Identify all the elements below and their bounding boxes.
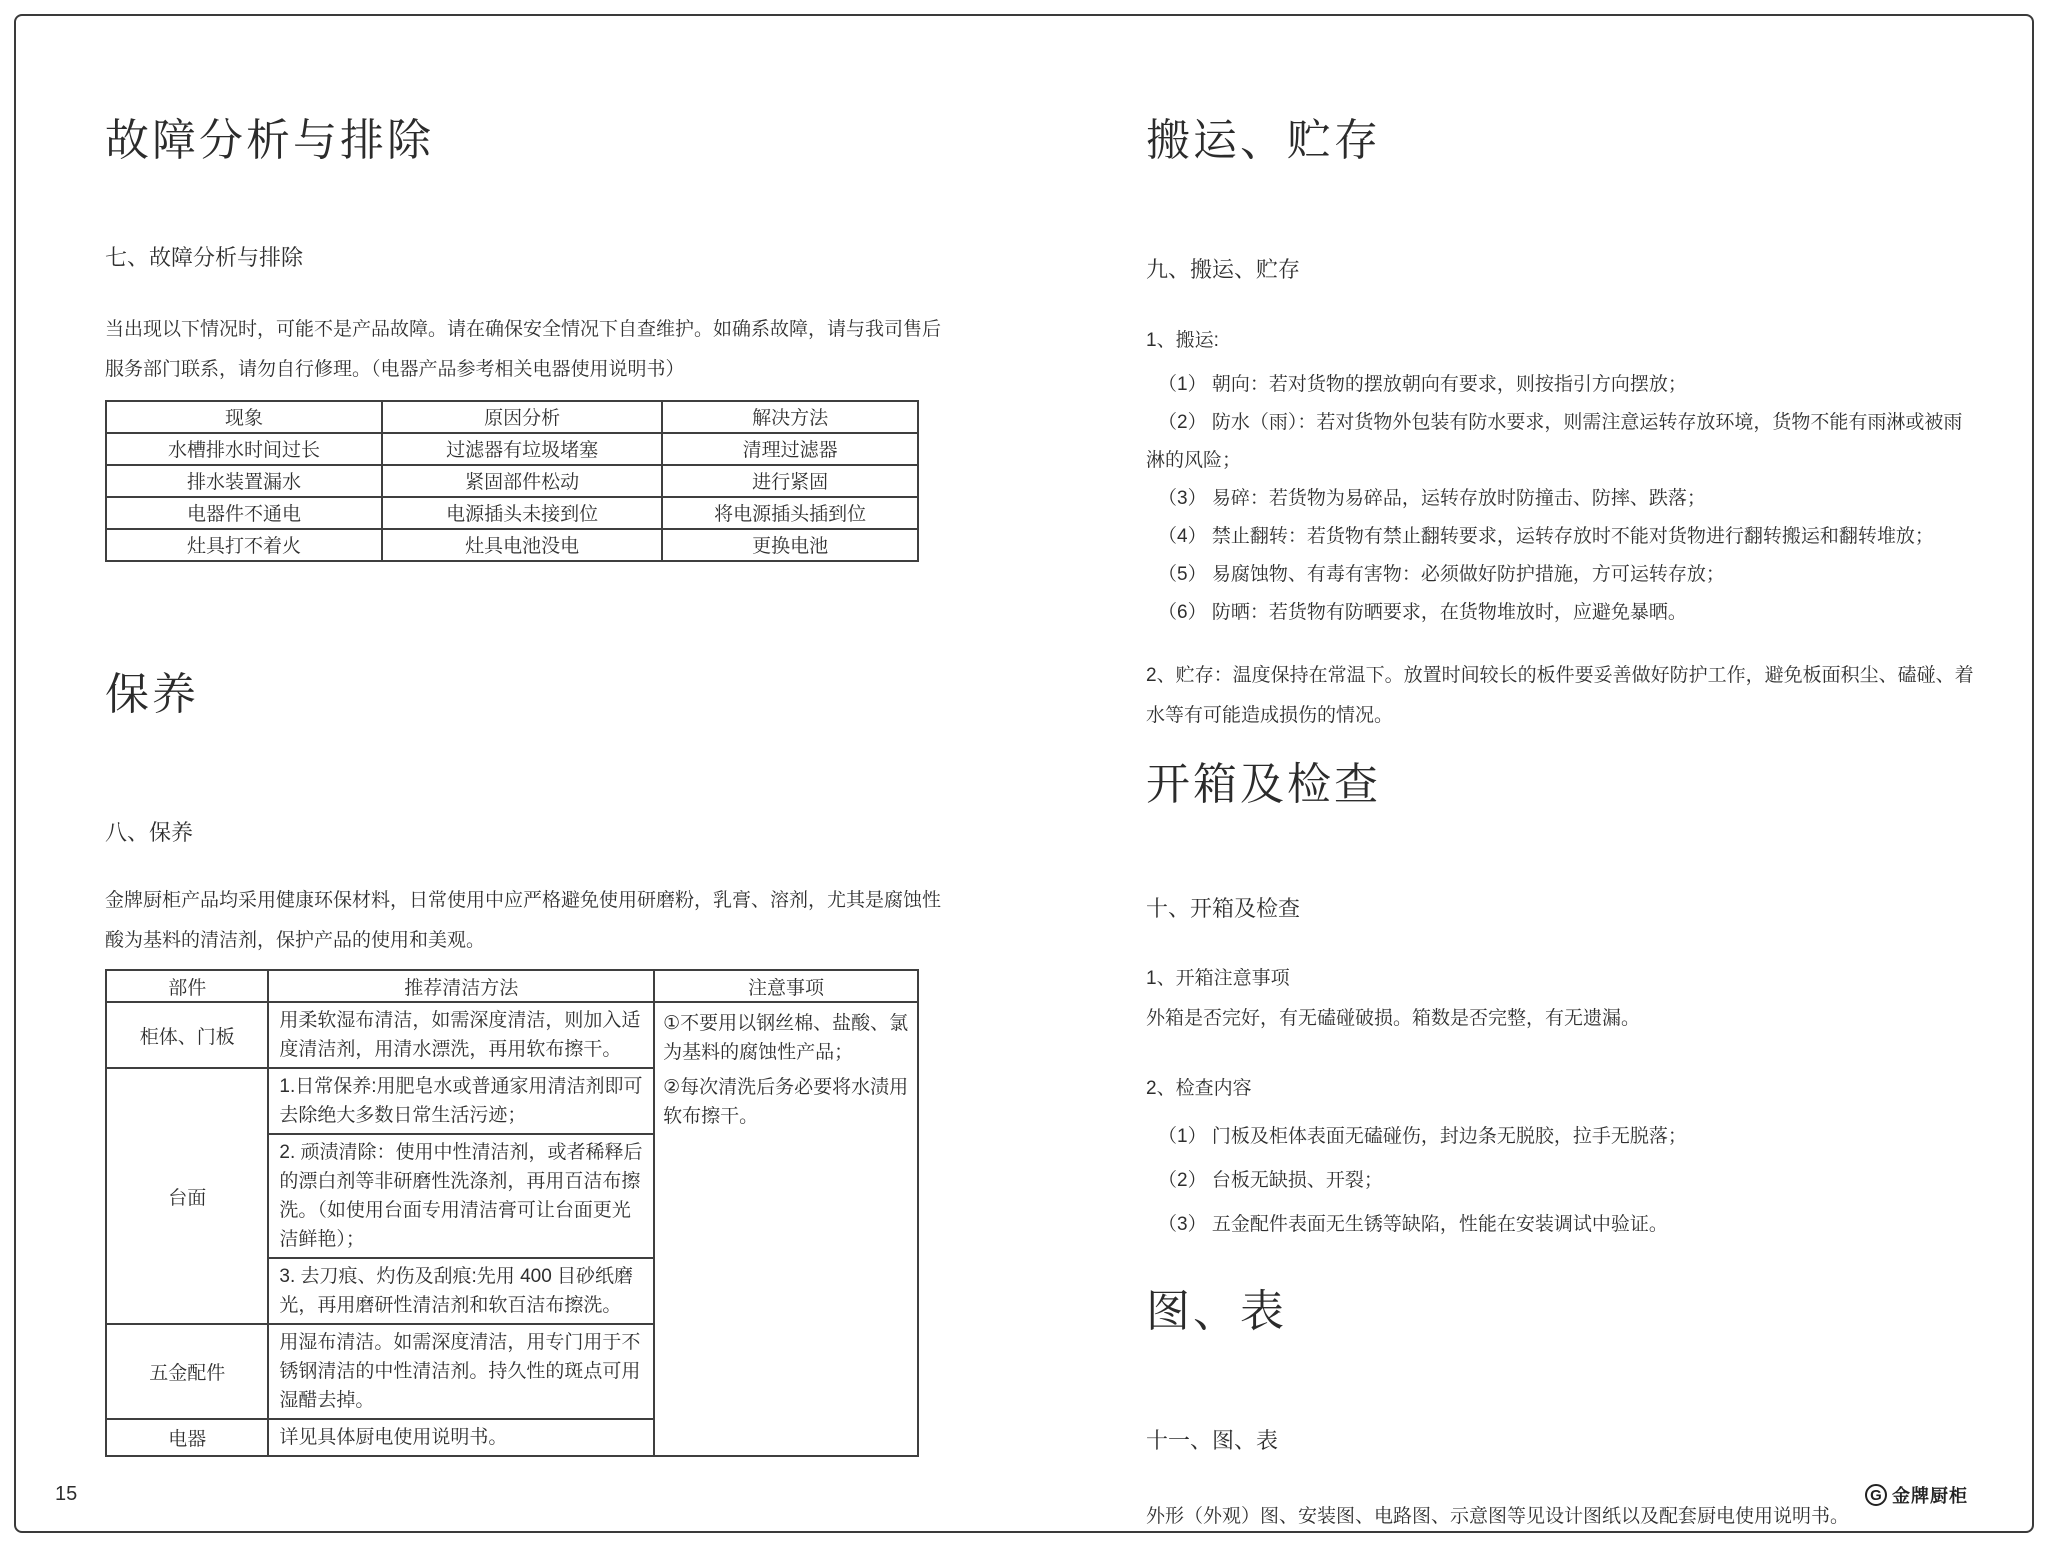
goldenhome-logo	[1865, 1482, 1968, 1508]
transport-group-label: 1、搬运:	[1146, 329, 1219, 351]
table-cell-part: 台面	[106, 1068, 268, 1324]
inspection-label: 2、检查内容	[1146, 1078, 1252, 1100]
section-heading-figures: 十一、图、表	[1146, 1427, 1279, 1453]
table-cell-method: 1.日常保养:用肥皂水或普通家用清洁剂即可去除绝大多数日常生活污迹；	[268, 1068, 654, 1134]
table-row-cabinet	[106, 1002, 918, 1068]
figures-text: 外形（外观）图、安装图、电路图、示意图等见设计图纸以及配套厨电使用说明书。	[1146, 1505, 1850, 1527]
storage-paragraph: 2、贮存：温度保持在常温下。放置时间较长的板件要妥善做好防护工作，避免板面积尘、磕碰、着水等有可能造成损伤的情况。	[1146, 664, 1974, 726]
table-cell: 更换电池	[662, 529, 918, 561]
table-cell: 过滤器有垃圾堵塞	[382, 433, 662, 465]
column-header-cause: 原因分析	[382, 401, 662, 433]
column-header-part: 部件	[106, 970, 268, 1002]
transport-item: （1） 朝向：若对货物的摆放朝向有要求，则按指引方向摆放；	[1158, 373, 1687, 395]
unboxing-notice-text: 外箱是否完好，有无磕碰破损。箱数是否完整，有无遗漏。	[1146, 1008, 1641, 1030]
table-cell-notes	[654, 1002, 918, 1456]
troubleshooting-table	[105, 400, 919, 562]
table-cell: 清理过滤器	[662, 433, 918, 465]
section-heading-troubleshooting: 七、故障分析与排除	[105, 244, 304, 270]
table-cell-method: 用湿布清洁。如需深度清洁，用专门用于不锈钢清洁的中性清洁剂。持久性的斑点可用湿醋去掉。	[268, 1324, 654, 1419]
inspection-item: （3） 五金配件表面无生锈等缺陷，性能在安装调试中验证。	[1158, 1214, 1668, 1236]
table-cell: 排水装置漏水	[106, 465, 382, 497]
care-intro: 金牌厨柜产品均采用健康环保材料，日常使用中应严格避免使用研磨粉，乳膏、溶剂，尤其是腐蚀性酸为基料的清洁剂，保护产品的使用和美观。	[105, 890, 942, 952]
table-header-row	[106, 970, 918, 1002]
table-cell: 紧固部件松动	[382, 465, 662, 497]
table-cell: 电源插头未接到位	[382, 497, 662, 529]
inspection-item: （1） 门板及柜体表面无磕碰伤，封边条无脱胶，拉手无脱落；	[1158, 1126, 1687, 1148]
right-column	[1146, 0, 1974, 1537]
table-cell: 灶具电池没电	[382, 529, 662, 561]
page-title-figures: 图、表	[1146, 1287, 1287, 1337]
transport-item: （6） 防晒：若货物有防晒要求，在货物堆放时，应避免暴晒。	[1158, 601, 1687, 623]
page-title-care: 保养	[105, 669, 199, 719]
unboxing-notice-label: 1、开箱注意事项	[1146, 968, 1290, 990]
column-header-solution: 解决方法	[662, 401, 918, 433]
note-line: ②每次清洗后务必要将水渍用软布擦干。	[663, 1077, 909, 1128]
column-header-method: 推荐清洁方法	[268, 970, 654, 1002]
table-cell-method: 2. 顽渍清除：使用中性清洁剂，或者稀释后的漂白剂等非研磨性洗涤剂，再用百洁布擦洗。（如使用台面专用清洁膏可让台面更光洁鲜艳）；	[268, 1134, 654, 1258]
column-header-symptom: 现象	[106, 401, 382, 433]
troubleshooting-intro: 当出现以下情况时，可能不是产品故障。请在确保安全情况下自查维护。如确系故障，请与我司售后服务部门联系，请勿自行修理。（电器产品参考相关电器使用说明书）	[105, 318, 942, 380]
transport-item: （5） 易腐蚀物、有毒有害物：必须做好防护措施，方可运转存放；	[1158, 563, 1725, 585]
section-heading-unboxing: 十、开箱及检查	[1146, 896, 1301, 922]
transport-item: （3） 易碎：若货物为易碎品，运转存放时防撞击、防摔、跌落；	[1158, 487, 1706, 509]
table-row	[106, 497, 918, 529]
page-title-troubleshooting: 故障分析与排除	[105, 116, 434, 165]
table-cell: 进行紧固	[662, 465, 918, 497]
transport-item: （2） 防水（雨）：若对货物外包装有防水要求，则需注意运转存放环境，货物不能有雨淋或被雨淋的风险；	[1146, 411, 1963, 471]
section-heading-care: 八、保养	[105, 820, 194, 846]
table-row	[106, 529, 918, 561]
page-number: 15	[55, 1483, 78, 1505]
transport-item: （4） 禁止翻转：若货物有禁止翻转要求，运转存放时不能对货物进行翻转搬运和翻转堆放；	[1158, 525, 1934, 547]
care-table	[105, 969, 919, 1457]
table-cell-part: 五金配件	[106, 1324, 268, 1419]
table-cell-method: 详见具体厨电使用说明书。	[268, 1419, 654, 1456]
table-cell: 灶具打不着火	[106, 529, 382, 561]
table-row	[106, 465, 918, 497]
section-heading-transport: 九、搬运、贮存	[1146, 256, 1301, 282]
brand-name: 金牌厨柜	[1892, 1486, 1968, 1506]
table-header-row	[106, 401, 918, 433]
page-title-unboxing: 开箱及检查	[1146, 759, 1381, 809]
table-cell: 将电源插头插到位	[662, 497, 918, 529]
table-cell-method: 用柔软湿布清洁，如需深度清洁，则加入适度清洁剂，用清水漂洗，再用软布擦干。	[268, 1002, 654, 1068]
table-cell-part: 电器	[106, 1419, 268, 1456]
transport-item-list	[1146, 366, 1974, 632]
table-cell: 电器件不通电	[106, 497, 382, 529]
left-column	[105, 0, 941, 1457]
table-cell-part: 柜体、门板	[106, 1002, 268, 1068]
brand-g-icon: G	[1865, 1484, 1887, 1506]
table-row	[106, 433, 918, 465]
column-header-notes: 注意事项	[654, 970, 918, 1002]
note-line: ①不要用以钢丝棉、盐酸、氯为基料的腐蚀性产品；	[663, 1013, 909, 1064]
page-title-transport: 搬运、贮存	[1146, 116, 1381, 165]
table-cell-method: 3. 去刀痕、灼伤及刮痕:先用 400 目砂纸磨光，再用磨研性清洁剂和软百洁布擦洗。	[268, 1258, 654, 1324]
table-cell: 水槽排水时间过长	[106, 433, 382, 465]
inspection-item-list	[1146, 1115, 1974, 1247]
inspection-item: （2） 台板无缺损、开裂；	[1158, 1170, 1383, 1192]
